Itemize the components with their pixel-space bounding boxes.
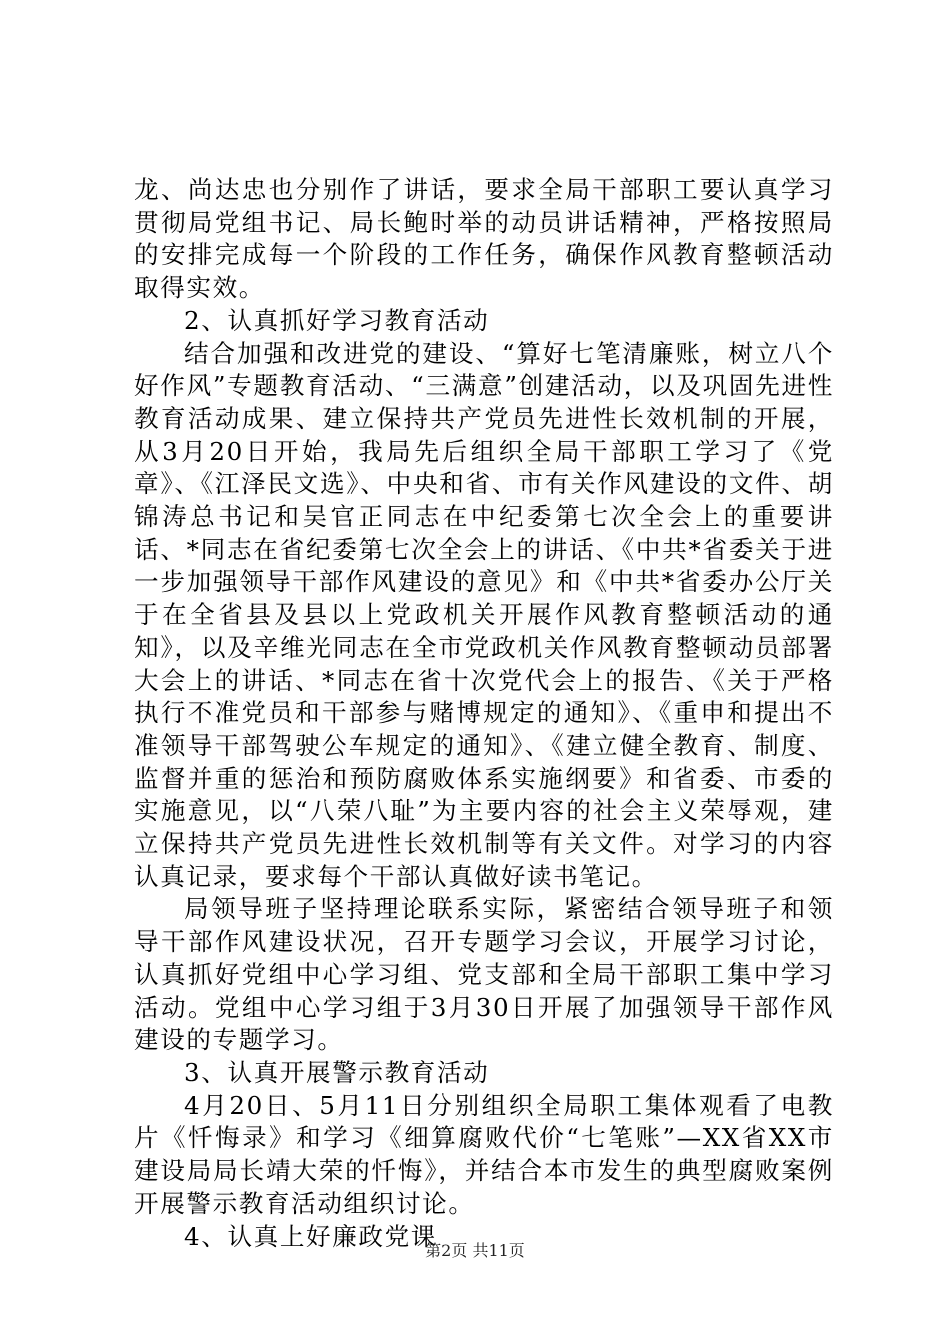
- section-heading-2: 2、认真抓好学习教育活动: [184, 305, 490, 335]
- paragraph-leadership-study: 局领导班子坚持理论联系实际，紧密结合领导班子和领导干部作风建设状况，召开专题学习会议，开展学习讨论，认真抓好党组中心学习组、党支部和全局干部职工集中学习活动。党组中心学习组于3月30日开展了加强领导干部作风建设的专题学习。: [134, 894, 834, 1055]
- document-body: [134, 174, 834, 1253]
- paragraph-study-content: 结合加强和改进党的建设、“算好七笔清廉账，树立八个好作风”专题教育活动、“三满意”创建活动，以及巩固先进性教育活动成果、建立保持共产党员先进性长效机制的开展，从3月20日开始，我局先后组织全局干部职工学习了《党章》、《江泽民文选》、中央和省、市有关作风建设的文件、胡锦涛总书记和吴官正同志在中纪委第七次全会上的重要讲话、*同志在省纪委第七次全会上的讲话、《中共*省委关于进一步加强领导干部作风建设的意见》和《中共*省委办公厅关于在全省县及县以上党政机关开展作风教育整顿活动的通知》，以及辛维光同志在全市党政机关作风教育整顿动员部署大会上的讲话、*同志在省十次党代会上的报告、《关于严格执行不准党员和干部参与赌博规定的通知》、《重申和提出不准领导干部驾驶公车规定的通知》、《建立健全教育、制度、监督并重的惩治和预防腐败体系实施纲要》和省委、市委的实施意见，以“八荣八耻”为主要内容的社会主义荣辱观，建立保持共产党员先进性长效机制等有关文件。对学习的内容认真记录，要求每个干部认真做好读书笔记。: [134, 338, 834, 891]
- paragraph-continuation: 龙、尚达忠也分别作了讲话，要求全局干部职工要认真学习贯彻局党组书记、局长鲍时举的动员讲话精神，严格按照局的安排完成每一个阶段的工作任务，确保作风教育整顿活动取得实效。: [134, 175, 834, 303]
- paragraph-warning-education: 4月20日、5月11日分别组织全局职工集体观看了电教片《忏悔录》和学习《细算腐败代价“七笔账”—XX省XX市建设局局长靖大荣的忏悔》，并结合本市发生的典型腐败案例开展警示教育活动组织讨论。: [134, 1090, 834, 1218]
- page-footer: 第2页 共11页: [425, 1241, 525, 1260]
- section-heading-4: 4、认真上好廉政党课: [184, 1221, 437, 1251]
- section-heading-3: 3、认真开展警示教育活动: [184, 1057, 490, 1087]
